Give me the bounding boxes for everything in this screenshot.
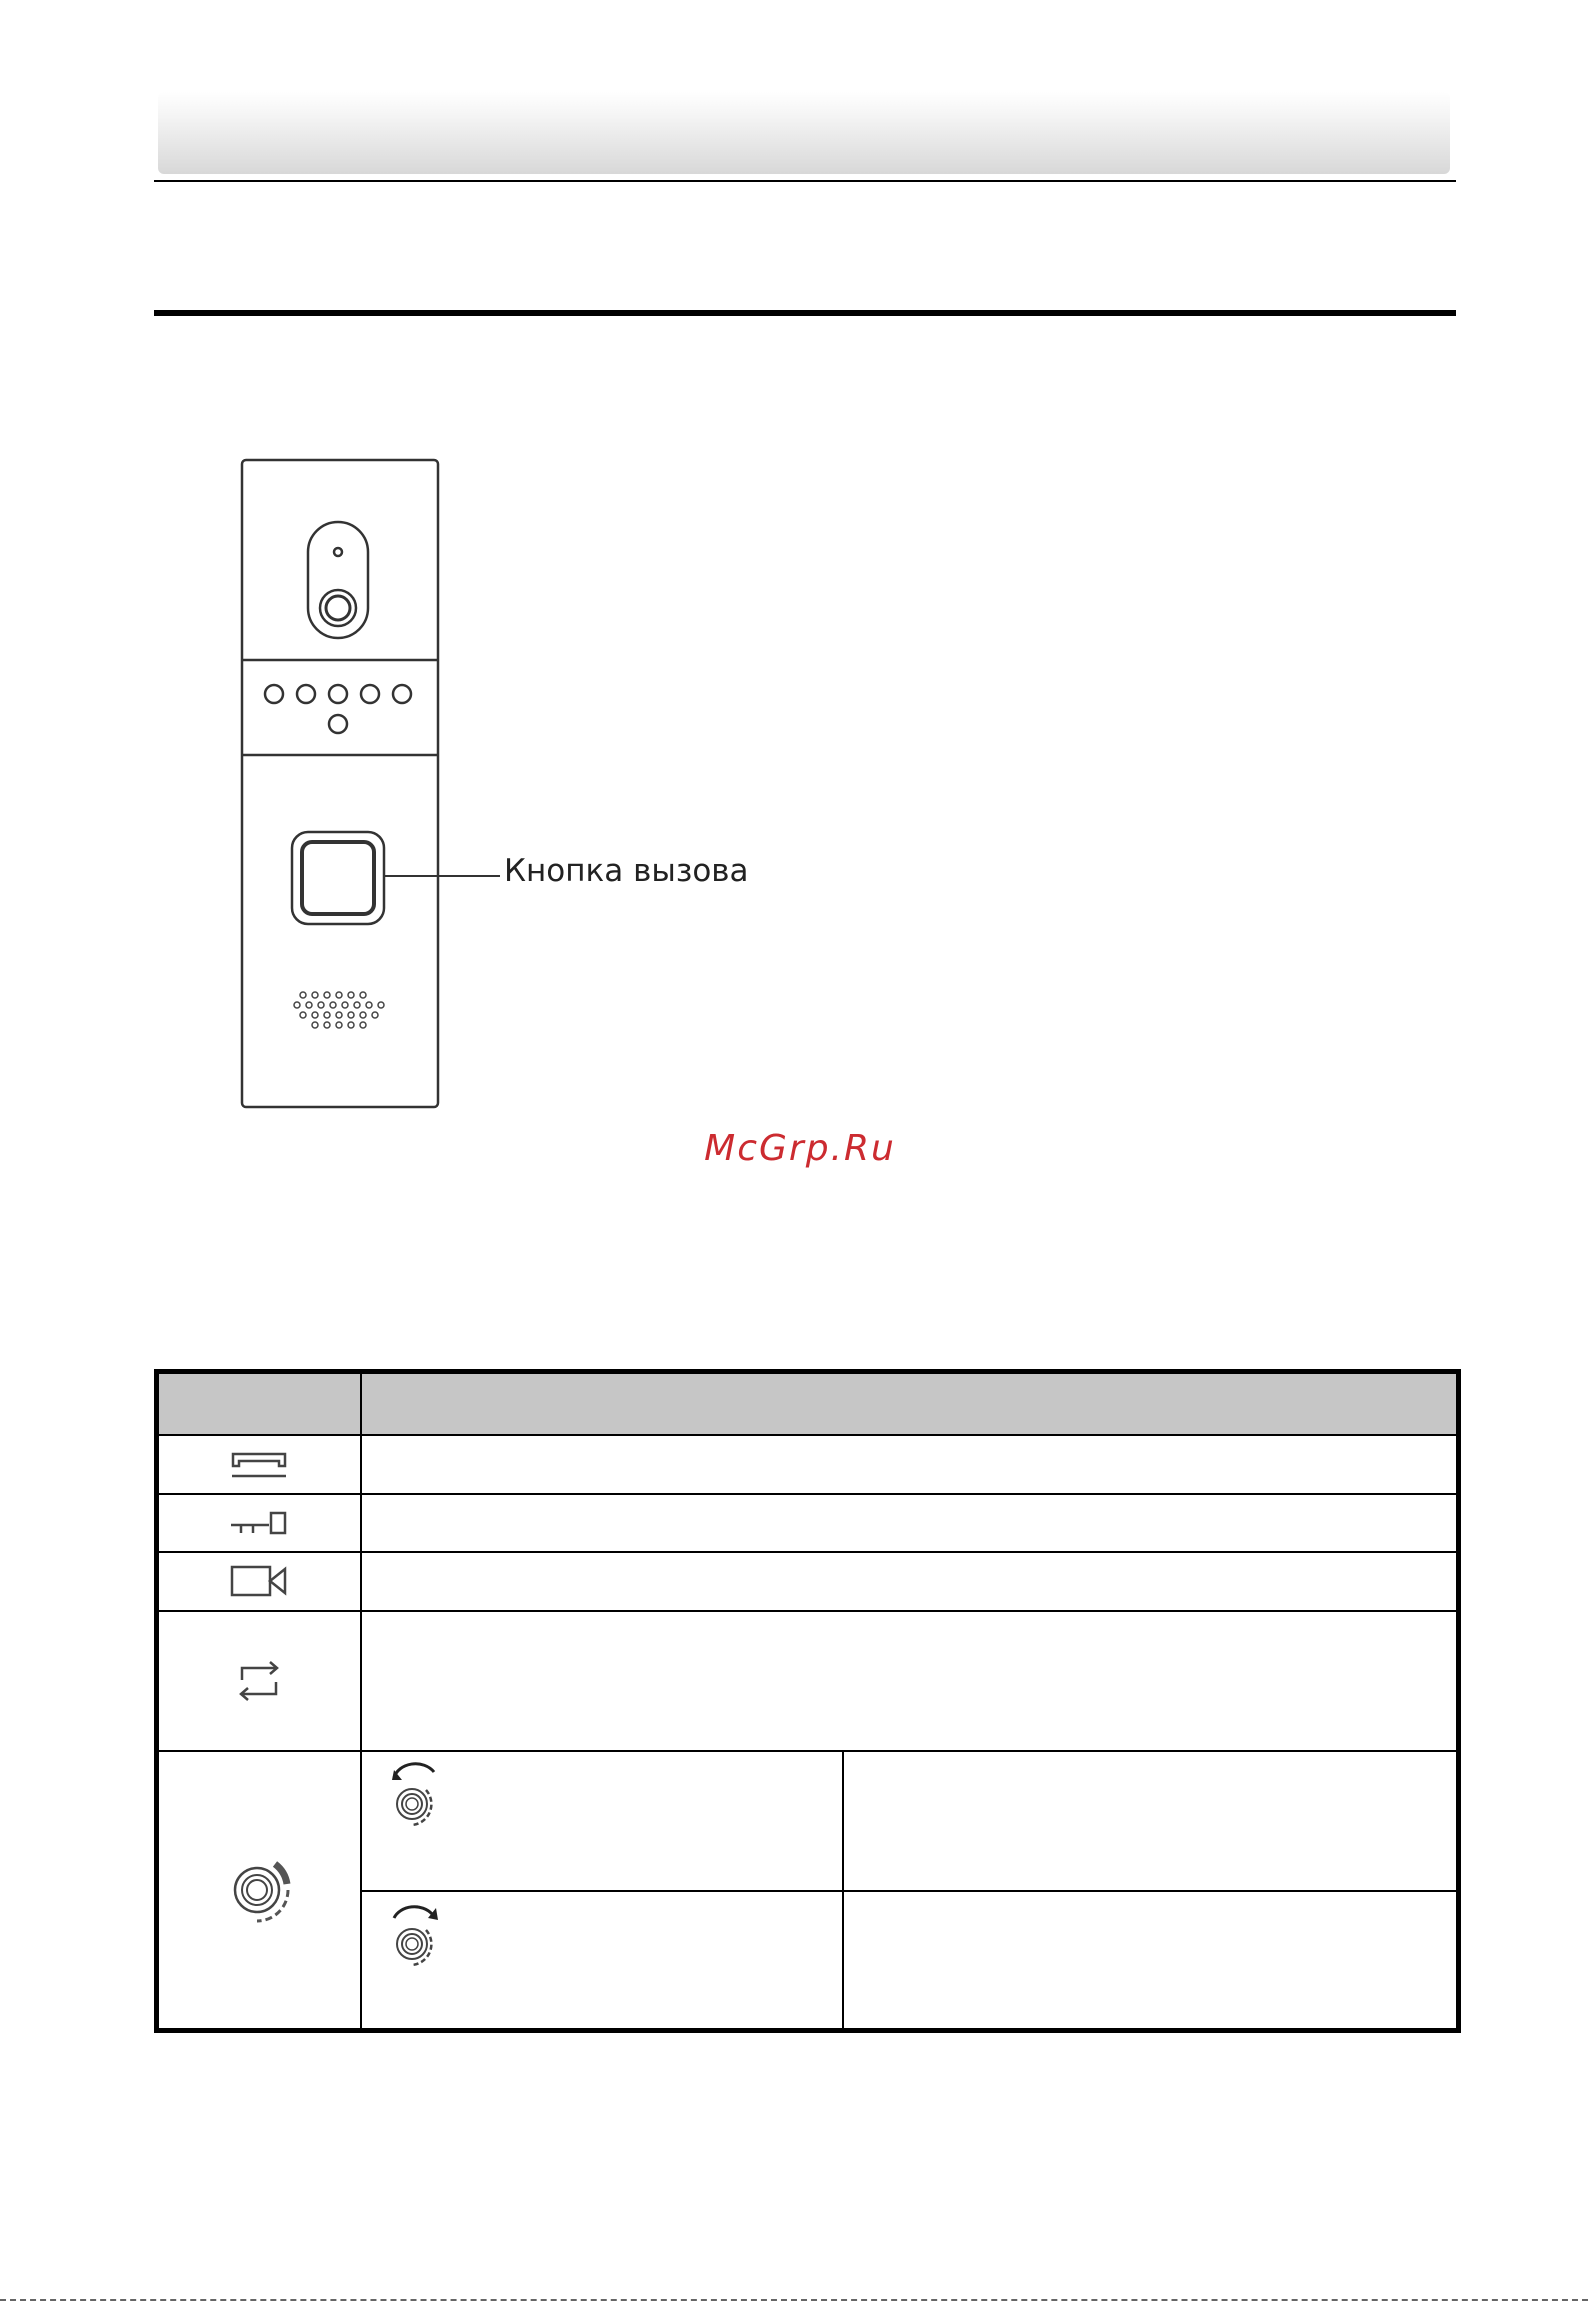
header-cell-icon [157,1372,361,1436]
table-row [157,1435,1459,1493]
knob-rotate-right-icon [380,1896,450,1974]
call-button-label: Кнопка вызова [504,853,749,889]
table-cell-description [361,1494,1459,1552]
knob-rotate-left-icon [380,1756,450,1834]
volume-knob-icon [157,1751,361,2031]
knob-right-cell [361,1891,843,2031]
device-outline [242,460,438,1107]
door-station-figure [230,455,770,1115]
watermark: McGrp.Ru [704,1128,896,1169]
page-bottom-edge [0,2299,1588,2301]
knob-left-result [843,1751,1459,1891]
knob-left-cell [361,1751,843,1891]
section-rule [154,310,1456,316]
table-header-row [157,1372,1459,1436]
key-unlock-icon [157,1494,361,1552]
header-cell-description [361,1372,1459,1436]
header-rule [154,180,1456,182]
table-row [157,1611,1459,1751]
handset-icon [157,1435,361,1493]
table-row [157,1751,1459,1891]
switch-arrows-icon [157,1611,361,1751]
table-cell-description [361,1435,1459,1493]
table-cell-description [361,1611,1459,1751]
knob-right-result [843,1891,1459,2031]
table-row [157,1552,1459,1610]
table-cell-description [361,1552,1459,1610]
indicator-table [154,1369,1461,2033]
table-row [157,1494,1459,1552]
header-band [158,92,1450,174]
camera-icon [157,1552,361,1610]
